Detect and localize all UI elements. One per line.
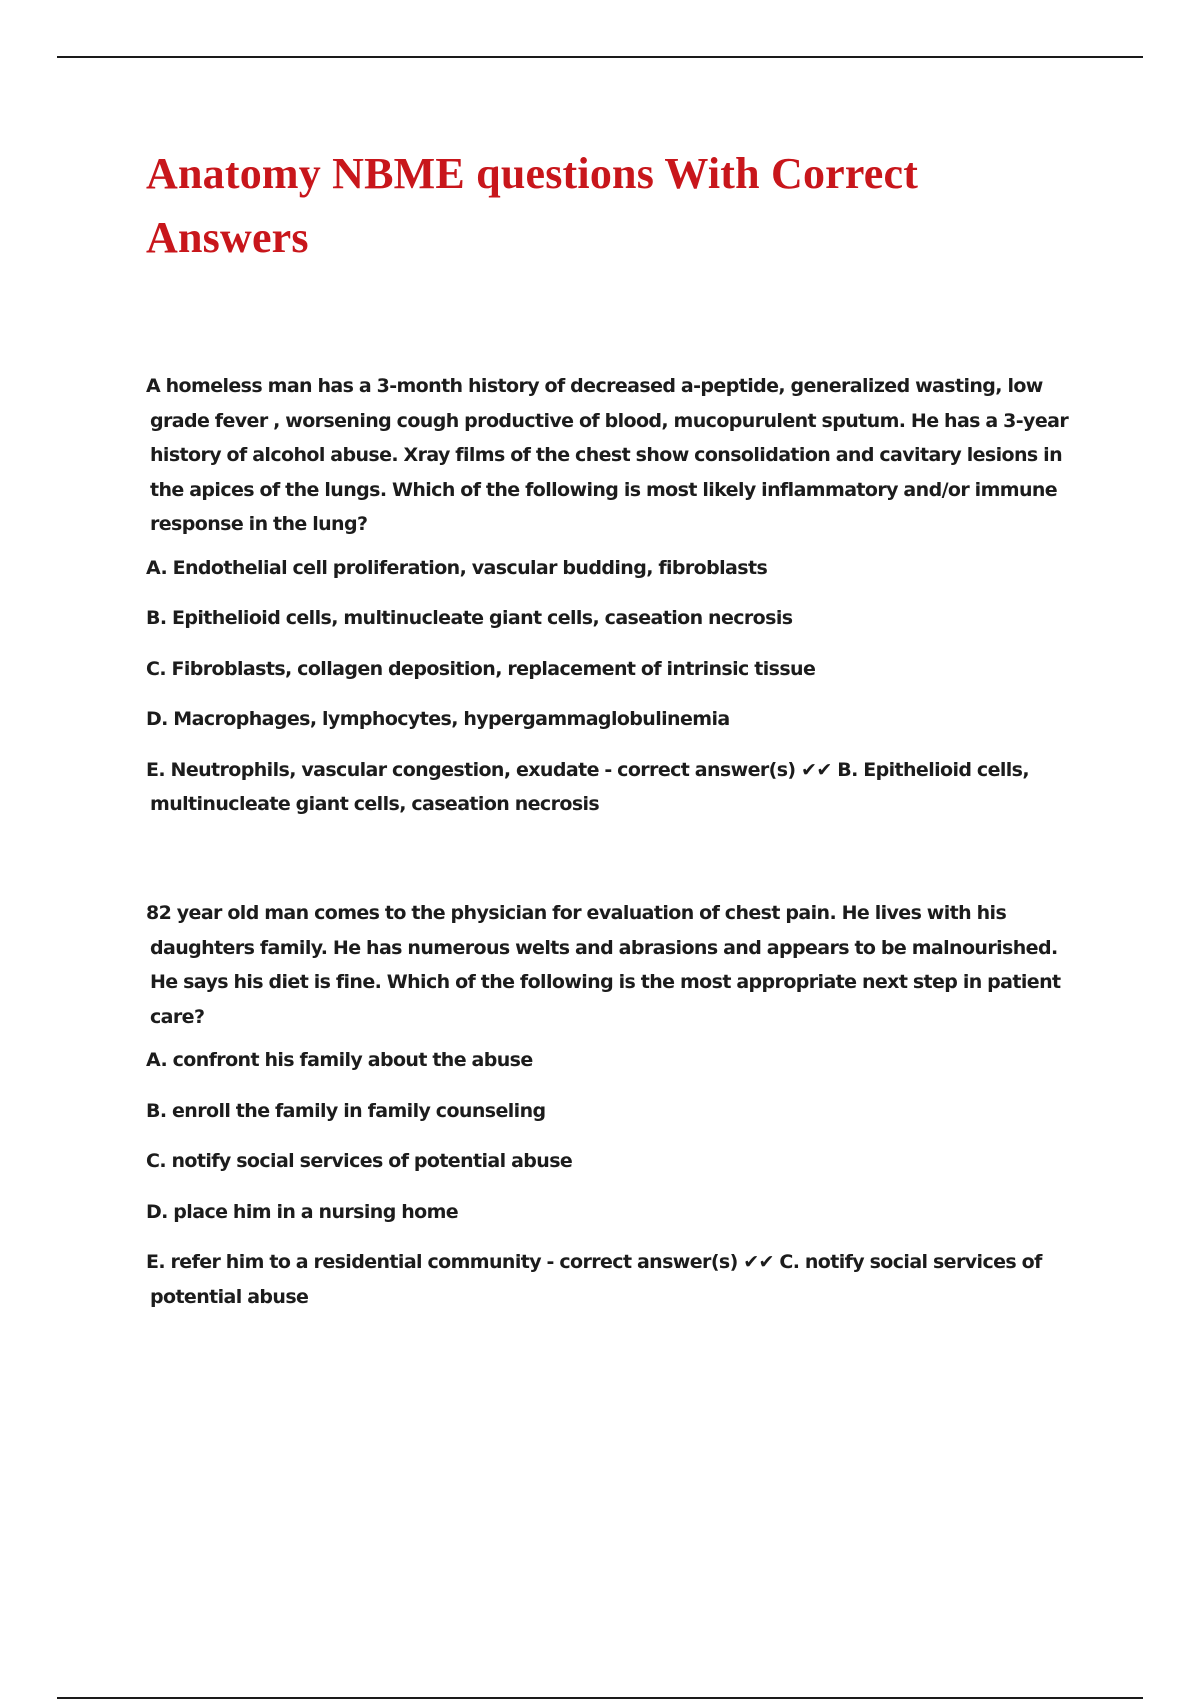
- answer-option-d: D. Macrophages, lymphocytes, hypergammaglobulinemia: [146, 708, 730, 730]
- answer-option-c: C. notify social services of potential abuse: [146, 1150, 573, 1172]
- answer-option-a: A. Endothelial cell proliferation, vascular budding, fibroblasts: [146, 556, 768, 579]
- correct-answer-label: - correct answer(s): [541, 1251, 744, 1273]
- answer-option-b: B. enroll the family in family counseling: [146, 1099, 546, 1122]
- double-check-icon: ✔✔: [743, 1251, 774, 1273]
- question-stem: 82 year old man comes to the physician for evaluation of chest pain. He lives with his daughters family. He has numerous welts and abrasions and appears to be malnourished. He says his diet is fine. Which of the following is the most appropriate next step in patient care?: [146, 902, 1061, 1028]
- question-1: [146, 369, 1086, 838]
- correct-answer-text: C. notify social services of potential abuse: [150, 1251, 1042, 1308]
- answer-option-d: D. place him in a nursing home: [146, 1200, 459, 1223]
- top-divider: [57, 56, 1143, 58]
- bottom-divider: [57, 1697, 1143, 1699]
- answer-option-e-with-answer: [146, 1245, 1086, 1314]
- answer-option-e: E. Neutrophils, vascular congestion, exudate: [146, 758, 599, 781]
- question-stem: A homeless man has a 3-month history of decreased a-peptide, generalized wasting, low grade fever , worsening cough productive of blood, mucopurulent sputum. He has a 3-year history of alcohol abuse. Xray films of the chest show consolidation and cavitary lesions in the apices of the lungs. Which of the following is most likely inflammatory and/or immune response in the lung?: [146, 375, 1069, 535]
- correct-answer-label: - correct answer(s): [598, 758, 802, 781]
- document-title: Anatomy NBME questions With Correct Answers: [146, 149, 919, 262]
- question-2: [146, 896, 1086, 1331]
- answer-option-a: A. confront his family about the abuse: [146, 1049, 533, 1071]
- answer-option-e-with-answer: [146, 753, 1086, 822]
- answer-option-c: C. Fibroblasts, collagen deposition, replacement of intrinsic tissue: [146, 657, 816, 680]
- correct-answer-text: B. Epithelioid cells, multinucleate giant cells, caseation necrosis: [150, 758, 1030, 815]
- double-check-icon: ✔✔: [801, 758, 832, 781]
- answer-option-b: B. Epithelioid cells, multinucleate giant cells, caseation necrosis: [146, 607, 793, 629]
- answer-option-e: E. refer him to a residential community: [146, 1251, 542, 1273]
